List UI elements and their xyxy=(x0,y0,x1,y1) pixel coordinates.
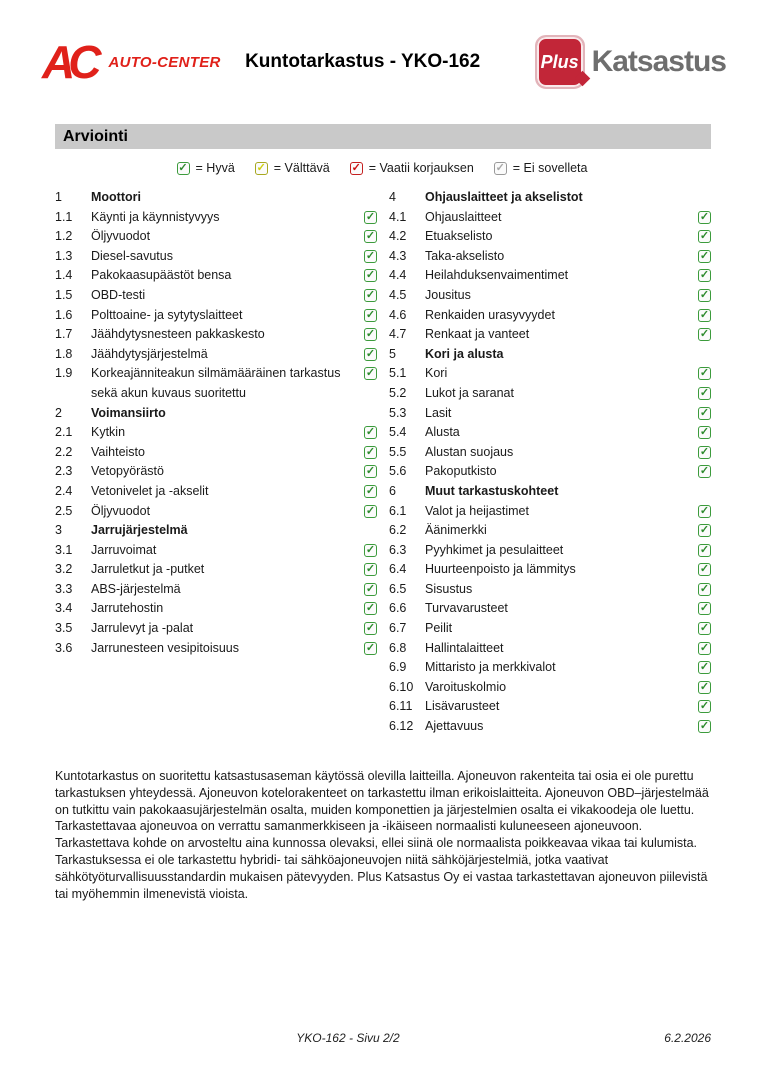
checklist-item xyxy=(55,443,377,463)
item-label: Jarrunesteen vesipitoisuus xyxy=(91,640,239,655)
item-number: 5.5 xyxy=(389,444,407,459)
checkbox-good-icon: ✓ xyxy=(365,269,376,282)
checkbox-good-icon: ✓ xyxy=(699,406,710,419)
item-number: 6.3 xyxy=(389,542,407,557)
item-number: 1.4 xyxy=(55,268,73,283)
checkbox-good-icon: ✓ xyxy=(365,230,376,243)
checklist-item xyxy=(389,521,711,541)
item-label: Alusta xyxy=(425,425,460,440)
item-label: Diesel-savutus xyxy=(91,248,173,263)
item-number: 5.2 xyxy=(389,385,407,400)
checkbox-good-icon: ✓ xyxy=(365,347,376,360)
item-label: Kytkin xyxy=(91,425,126,440)
checkbox-good-icon: ✓ xyxy=(699,680,710,693)
item-label: Vetopyörästö xyxy=(91,464,164,479)
checkbox-good-icon: ✓ xyxy=(699,563,710,576)
auto-center-mark-icon: AC xyxy=(42,36,95,88)
item-number: 4.1 xyxy=(389,209,407,224)
item-number: 1.8 xyxy=(55,346,73,361)
checklist-item xyxy=(389,325,711,345)
checkbox-good-icon: ✓ xyxy=(365,484,376,497)
checklist-item xyxy=(55,266,377,286)
item-label: Kori xyxy=(425,366,448,381)
checklist-item xyxy=(389,384,711,404)
item-number: 6.4 xyxy=(389,562,407,577)
legend-item xyxy=(255,161,330,175)
item-number: 6.9 xyxy=(389,660,407,675)
checklist-item xyxy=(389,580,711,600)
checkbox-repair-icon: ✓ xyxy=(351,161,361,174)
checkbox-good-icon: ✓ xyxy=(699,328,710,341)
item-number: 1.5 xyxy=(55,287,73,302)
item-number: 4.4 xyxy=(389,268,407,283)
checklist-item xyxy=(55,227,377,247)
item-label: Pakoputkisto xyxy=(425,464,497,479)
footer-page-label: YKO-162 - Sivu 2/2 xyxy=(296,1031,400,1045)
section-title: Moottori xyxy=(91,190,141,204)
checkbox-good-icon: ✓ xyxy=(365,308,376,321)
item-label: Käynti ja käynnistyvyys xyxy=(91,209,220,224)
section-heading xyxy=(55,404,377,424)
section-title: Kori ja alusta xyxy=(425,346,504,361)
checklist-item xyxy=(389,364,711,384)
checkbox-fair-icon: ✓ xyxy=(256,161,266,174)
item-label: Jousitus xyxy=(425,287,471,302)
checkbox-na-icon: ✓ xyxy=(495,161,505,174)
item-label: Renkaat ja vanteet xyxy=(425,327,530,342)
checkbox-good-icon: ✓ xyxy=(699,386,710,399)
checklist-item xyxy=(55,345,377,365)
checklist-item xyxy=(389,423,711,443)
checkbox-good-icon: ✓ xyxy=(699,602,710,615)
checklist-item xyxy=(389,462,711,482)
item-label: Mittaristo ja merkkivalot xyxy=(425,660,556,675)
checkbox-good-icon: ✓ xyxy=(365,641,376,654)
checklist-item xyxy=(55,482,377,502)
checklist-left-column xyxy=(55,188,377,737)
auto-center-logo-text: AUTO-CENTER xyxy=(108,53,221,71)
item-number: 4.5 xyxy=(389,287,407,302)
checklist-item xyxy=(55,502,377,522)
item-number: 4.2 xyxy=(389,229,407,244)
checklist-item xyxy=(389,227,711,247)
item-label: Ohjauslaitteet xyxy=(425,209,502,224)
checkbox-good-icon: ✓ xyxy=(365,602,376,615)
checklist-item xyxy=(55,208,377,228)
section-header-label: Arviointi xyxy=(63,127,128,145)
item-number: 6.1 xyxy=(389,503,407,518)
item-label: Jäähdytysnesteen pakkaskesto xyxy=(91,327,265,342)
checkbox-good-icon: ✓ xyxy=(699,524,710,537)
item-label: Etuakselisto xyxy=(425,229,493,244)
checkbox-good-icon: ✓ xyxy=(365,328,376,341)
item-label: OBD-testi xyxy=(91,287,146,302)
checklist-item xyxy=(389,306,711,326)
item-number: 1.1 xyxy=(55,209,73,224)
section-heading xyxy=(389,345,711,365)
checklist-item xyxy=(389,639,711,659)
checkbox-good-icon: ✓ xyxy=(178,161,188,174)
item-label: Huurteenpoisto ja lämmitys xyxy=(425,562,576,577)
page-footer xyxy=(55,1031,711,1045)
item-number: 6.6 xyxy=(389,601,407,616)
inspection-checklist xyxy=(55,188,711,737)
item-number: 6.11 xyxy=(389,699,413,714)
item-label: Sisustus xyxy=(425,581,473,596)
plus-badge-icon: Plus xyxy=(535,35,585,89)
item-label: Vaihteisto xyxy=(91,444,145,459)
item-number: 6.10 xyxy=(389,679,414,694)
item-number: 1.3 xyxy=(55,248,73,263)
checklist-item xyxy=(389,599,711,619)
checklist-item xyxy=(55,364,377,403)
item-number: 2.1 xyxy=(55,425,73,440)
checkbox-good-icon: ✓ xyxy=(699,543,710,556)
checklist-right-column xyxy=(389,188,711,737)
item-label: Jarrutehostin xyxy=(91,601,164,616)
item-label: Äänimerkki xyxy=(425,523,487,538)
legend-item xyxy=(494,161,588,175)
checkbox-good-icon: ✓ xyxy=(365,582,376,595)
item-label: Renkaiden urasyvyydet xyxy=(425,307,555,322)
checkbox-good-icon: ✓ xyxy=(699,308,710,321)
section-heading xyxy=(389,188,711,208)
checkbox-good-icon: ✓ xyxy=(365,504,376,517)
checkbox-good-icon: ✓ xyxy=(699,230,710,243)
section-title: Jarrujärjestelmä xyxy=(91,523,188,538)
checkbox-good-icon: ✓ xyxy=(699,641,710,654)
checkbox-good-icon: ✓ xyxy=(699,288,710,301)
section-number: 1 xyxy=(55,190,62,204)
checklist-item xyxy=(55,247,377,267)
checklist-item xyxy=(55,580,377,600)
section-number: 6 xyxy=(389,483,396,498)
legend-label: = Ei sovelleta xyxy=(512,161,588,175)
item-label: Peilit xyxy=(425,621,453,636)
item-label: Varoituskolmio xyxy=(425,679,507,694)
checkbox-good-icon: ✓ xyxy=(699,426,710,439)
item-label: Öljyvuodot xyxy=(91,503,151,518)
item-number: 2.5 xyxy=(55,503,73,518)
item-number: 6.2 xyxy=(389,523,407,538)
checklist-item xyxy=(389,502,711,522)
item-number: 5.6 xyxy=(389,464,407,479)
item-label: Öljyvuodot xyxy=(91,229,151,244)
section-heading xyxy=(55,188,377,208)
item-label: Alustan suojaus xyxy=(425,444,514,459)
item-label: Ajettavuus xyxy=(425,719,484,734)
section-number: 5 xyxy=(389,346,396,361)
section-number: 2 xyxy=(55,405,62,420)
checklist-item xyxy=(55,541,377,561)
legend-label: = Vaatii korjauksen xyxy=(368,161,474,175)
checkbox-good-icon: ✓ xyxy=(699,210,710,223)
item-number: 3.3 xyxy=(55,581,73,596)
checklist-item xyxy=(389,678,711,698)
item-number: 3.4 xyxy=(55,601,73,616)
item-number: 5.3 xyxy=(389,405,407,420)
checkbox-good-icon: ✓ xyxy=(365,563,376,576)
item-number: 2.2 xyxy=(55,444,73,459)
checklist-item xyxy=(389,266,711,286)
page-title: Kuntotarkastus - YKO-162 xyxy=(245,51,481,72)
item-label: Jarruvoimat xyxy=(91,542,157,557)
section-title: Muut tarkastuskohteet xyxy=(425,483,559,498)
item-label: Polttoaine- ja sytytyslaitteet xyxy=(91,307,243,322)
checklist-item xyxy=(55,599,377,619)
item-number: 3.1 xyxy=(55,542,73,557)
item-label: ABS-järjestelmä xyxy=(91,581,181,596)
item-label: Jarrulevyt ja -palat xyxy=(91,621,194,636)
checklist-item xyxy=(55,462,377,482)
item-number: 4.7 xyxy=(389,327,407,342)
checklist-item xyxy=(389,208,711,228)
item-number: 6.8 xyxy=(389,640,407,655)
section-title: Voimansiirto xyxy=(91,405,166,420)
checklist-item xyxy=(389,560,711,580)
item-label: Lisävarusteet xyxy=(425,699,500,714)
item-label: Jäähdytysjärjestelmä xyxy=(91,346,208,361)
checkbox-good-icon: ✓ xyxy=(699,720,710,733)
checkbox-good-icon: ✓ xyxy=(365,622,376,635)
checkbox-good-icon: ✓ xyxy=(699,582,710,595)
item-label: Turvavarusteet xyxy=(425,601,508,616)
item-number: 1.6 xyxy=(55,307,73,322)
item-label: Pyyhkimet ja pesulaitteet xyxy=(425,542,564,557)
item-number: 3.6 xyxy=(55,640,73,655)
checkbox-good-icon: ✓ xyxy=(699,661,710,674)
item-number: 3.2 xyxy=(55,562,73,577)
item-label: Lukot ja saranat xyxy=(425,385,514,400)
checklist-item xyxy=(55,423,377,443)
status-legend xyxy=(0,161,764,175)
item-number: 1.9 xyxy=(55,366,73,381)
item-number: 5.4 xyxy=(389,425,407,440)
item-number: 4.6 xyxy=(389,307,407,322)
checklist-item xyxy=(55,325,377,345)
item-label: Korkeajänniteakun silmämääräinen tarkastus sekä akun kuvaus suoritettu xyxy=(91,366,341,400)
checkbox-good-icon: ✓ xyxy=(365,445,376,458)
checklist-item xyxy=(55,639,377,659)
section-header-arviointi xyxy=(55,124,711,149)
legend-label: = Välttävä xyxy=(273,161,330,175)
checkbox-good-icon: ✓ xyxy=(699,622,710,635)
checklist-item xyxy=(389,619,711,639)
checklist-item xyxy=(389,697,711,717)
item-number: 1.7 xyxy=(55,327,73,342)
checkbox-good-icon: ✓ xyxy=(365,249,376,262)
item-label: Valot ja heijastimet xyxy=(425,503,529,518)
item-label: Pakokaasupäästöt bensa xyxy=(91,268,232,283)
item-label: Jarruletkut ja -putket xyxy=(91,562,205,577)
checklist-item xyxy=(55,306,377,326)
checkbox-good-icon: ✓ xyxy=(699,504,710,517)
checkbox-good-icon: ✓ xyxy=(699,249,710,262)
item-label: Vetonivelet ja -akselit xyxy=(91,483,209,498)
item-number: 6.5 xyxy=(389,581,407,596)
footer-date: 6.2.2026 xyxy=(664,1031,711,1045)
checkbox-good-icon: ✓ xyxy=(365,367,376,380)
checklist-item xyxy=(389,443,711,463)
item-number: 3.5 xyxy=(55,621,73,636)
item-label: Lasit xyxy=(425,405,452,420)
section-number: 3 xyxy=(55,523,62,538)
checklist-item xyxy=(55,560,377,580)
item-number: 2.3 xyxy=(55,464,73,479)
section-number: 4 xyxy=(389,190,396,204)
section-title: Ohjauslaitteet ja akselistot xyxy=(425,190,583,204)
checklist-item xyxy=(389,658,711,678)
auto-center-logo xyxy=(42,36,221,88)
checklist-item xyxy=(55,286,377,306)
legend-label: = Hyvä xyxy=(195,161,235,175)
item-number: 6.12 xyxy=(389,719,414,734)
document-header xyxy=(42,28,726,96)
item-number: 4.3 xyxy=(389,248,407,263)
item-number: 2.4 xyxy=(55,483,73,498)
legend-item xyxy=(177,161,235,175)
checklist-item xyxy=(389,541,711,561)
section-heading xyxy=(389,482,711,502)
checklist-item xyxy=(389,286,711,306)
item-label: Taka-akselisto xyxy=(425,248,505,263)
section-heading xyxy=(55,521,377,541)
katsastus-logo-text: Katsastus xyxy=(591,45,726,78)
item-number: 1.2 xyxy=(55,229,73,244)
checkbox-good-icon: ✓ xyxy=(365,465,376,478)
checklist-item xyxy=(55,619,377,639)
item-number: 5.1 xyxy=(389,366,407,381)
checkbox-good-icon: ✓ xyxy=(365,210,376,223)
checkbox-good-icon: ✓ xyxy=(699,269,710,282)
legend-item xyxy=(350,161,474,175)
checkbox-good-icon: ✓ xyxy=(699,465,710,478)
checklist-item xyxy=(389,717,711,737)
plus-katsastus-logo xyxy=(535,35,726,89)
checklist-item xyxy=(389,247,711,267)
checkbox-good-icon: ✓ xyxy=(365,288,376,301)
disclaimer-text: Kuntotarkastus on suoritettu katsastusaseman käytössä olevilla laitteilla. Ajoneuvon rakenteita tai osia ei ole purettu tarkastuksen yhteydessä. Ajoneuvon kotelorakenteet on tarkastettu ilman erikoislaitteita. Ajoneuvon OBD–järjestelmää on tutkittu vain pakokaasujärjestelmän osalta, muiden komponettien ja järjestelmien osalta ei vikakoodeja ole luettu. Tarkastettavaa ajoneuvoa on verrattu samanmerkkiseen ja -ikäiseen normaalisti kuluneeseen ajoneuvoon. Tarkastettava kohde on arvosteltu aina kunnossa olevaksi, ellei siinä ole normaalista poikkeavaa vikaa tai kulumista. Tarkastuksessa ei ole tarkastettu hybridi- tai sähköajoneuvojen niitä sähköjärjestelmiä, jotka vaativat sähkötyöturvallisuusstandardin mukaisen pätevyyden. Plus Katsastus Oy ei vastaa tarkastettavan ajoneuvon piilevistä tai myöhemmin ilmenevistä vioista. xyxy=(55,769,709,901)
item-label: Hallintalaitteet xyxy=(425,640,504,655)
item-label: Heilahduksenvaimentimet xyxy=(425,268,569,283)
checkbox-good-icon: ✓ xyxy=(365,426,376,439)
checkbox-good-icon: ✓ xyxy=(699,367,710,380)
checkbox-good-icon: ✓ xyxy=(365,543,376,556)
checkbox-good-icon: ✓ xyxy=(699,700,710,713)
checkbox-good-icon: ✓ xyxy=(699,445,710,458)
checklist-item xyxy=(389,404,711,424)
item-number: 6.7 xyxy=(389,621,407,636)
